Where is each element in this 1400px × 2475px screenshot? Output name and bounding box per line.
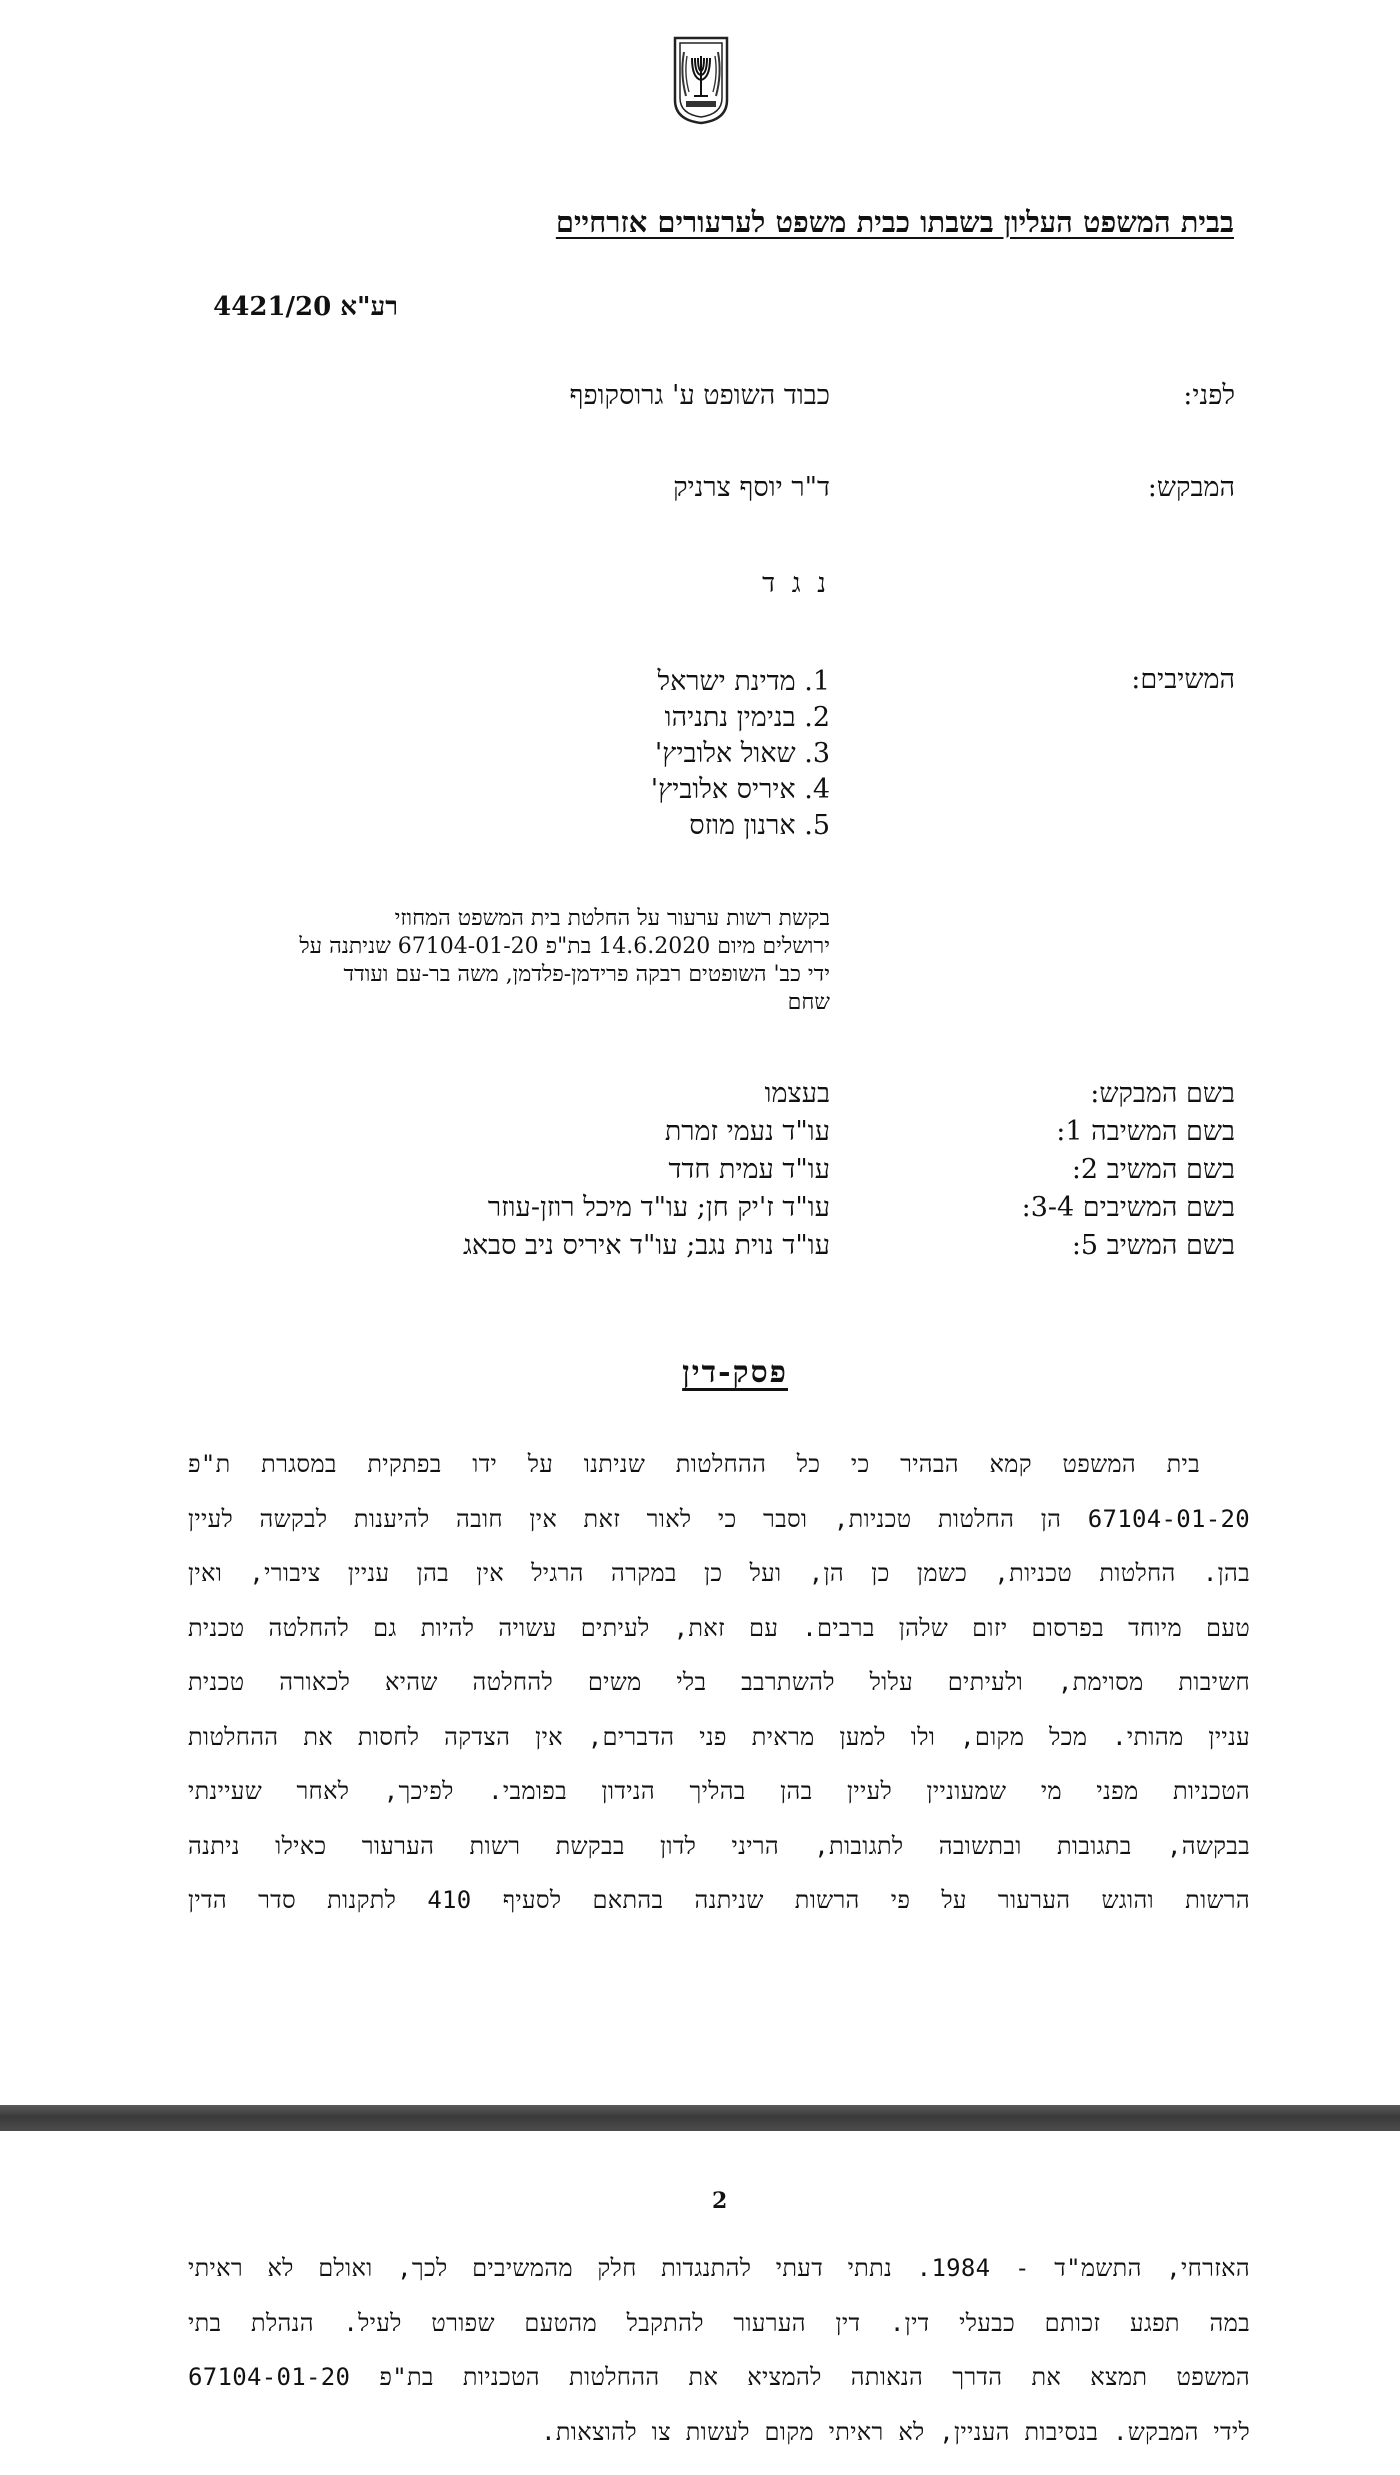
motion-description [210, 905, 830, 1017]
ruling-title: פסק-דין [682, 1355, 788, 1390]
body-line: הטכניות מפני מי שמעוניין לעיין בהן בהליך הנידון בפומבי. לפיכך, לאחר שעיינתי [188, 1777, 1250, 1805]
respondent-item: 4. איריס אלוביץ' [650, 774, 830, 805]
representation-value: עו"ד עמית חדד [668, 1154, 830, 1185]
court-title: בבית המשפט העליון בשבתו כבית משפט לערעורים אזרחיים [555, 205, 1234, 239]
motion-line: שחם [787, 990, 830, 1015]
motion-line: ידי כב' השופטים רבקה פרידמן-פלדמן, משה בר-עם ועודד [343, 962, 830, 987]
body-line: בהן. החלטות טכניות, כשמן כן הן, ועל כן במקרה הרגיל אין בהן עניין ציבורי, ואין [188, 1559, 1250, 1587]
body-line: האזרחי, התשמ"ד - 1984. נתתי דעתי להתנגדות חלק מהמשיבים לכך, ואולם לא ראיתי [188, 2254, 1250, 2282]
representation-value: בעצמו [764, 1078, 830, 1109]
page-separator [0, 2105, 1400, 2131]
state-emblem-icon [672, 34, 730, 126]
motion-line: בקשת רשות ערעור על החלטת בית המשפט המחוזי [394, 906, 830, 931]
body-line: בית המשפט קמא הבהיר כי כל ההחלטות שניתנו על ידו בפתקית במסגרת ת"פ [188, 1450, 1200, 1478]
body-line: חשיבות מסוימת, ולעיתים עלול להשתרבב בלי משים להחלטה שהיא לכאורה טכנית [188, 1668, 1250, 1696]
representation-label: בשם המשיב 5: [1071, 1230, 1235, 1261]
respondent-item: 2. בנימין נתניהו [664, 702, 830, 733]
ruling-body-page-1 [188, 1437, 1250, 1928]
respondent-item: 5. ארנון מוזס [689, 810, 830, 841]
representation-label: בשם המשיבה 1: [1056, 1116, 1235, 1147]
judge-name: כבוד השופט ע' גרוסקופף [569, 380, 830, 411]
body-line: המשפט תמצא את הדרך הנאותה להמציא את ההחלטות הטכניות בת"פ 67104-01-20 [188, 2363, 1250, 2391]
body-line: לידי המבקש. בנסיבות העניין, לא ראיתי מקום לעשות צו להוצאות. [541, 2417, 1250, 2446]
respondent-item: 1. מדינת ישראל [657, 666, 830, 697]
respondents-label: המשיבים: [1131, 664, 1235, 695]
representation-label: בשם המשיב 2: [1071, 1154, 1235, 1185]
representation-value: עו"ד ז'יק חן; עו"ד מיכל רוזן-עוזר [487, 1192, 830, 1223]
respondent-item: 3. שאול אלוביץ' [654, 738, 830, 769]
body-line: בבקשה, בתגובות ובתשובה לתגובות, הריני לדון בבקשת רשות הערעור כאילו ניתנה [188, 1831, 1250, 1860]
body-line: הרשות והוגש הערעור על פי הרשות שניתנה בהתאם לסעיף 410 לתקנות סדר הדין [188, 1886, 1250, 1914]
body-line: עניין מהותי. מכל מקום, ולו למען מראית פני הדברים, אין הצדקה לחסות את ההחלטות [188, 1722, 1250, 1751]
representation-value: עו"ד נעמי זמרת [664, 1116, 830, 1147]
page-number: 2 [712, 2188, 728, 2214]
body-line: במה תפגע זכותם כבעלי דין. דין הערעור להתקבל מהטעם שפורט לעיל. הנהלת בתי [188, 2308, 1250, 2337]
before-label: לפני: [1183, 380, 1235, 411]
body-line: 67104-01-20 הן החלטות טכניות, וסבר כי לאור זאת אין חובה להיענות לבקשה לעיין [188, 1504, 1250, 1533]
ruling-body-page-2 [188, 2241, 1250, 2459]
representation-label: בשם המבקש: [1090, 1078, 1235, 1109]
representation-label: בשם המשיבים 3-4: [1021, 1192, 1235, 1223]
body-line: טעם מיוחד בפרסום יזום שלהן ברבים. עם זאת, לעיתים עשויה להיות גם להחלטה טכנית [188, 1613, 1250, 1642]
case-number: רע"א 4421/20 [213, 292, 398, 322]
versus-text: נ ג ד [762, 568, 830, 599]
document-page-2 [0, 2131, 1400, 2475]
applicant-label: המבקש: [1147, 472, 1235, 503]
applicant-name: ד"ר יוסף צרניק [673, 472, 830, 503]
representation-value: עו"ד נוית נגב; עו"ד איריס ניב סבאג [462, 1230, 830, 1261]
respondents-list [651, 664, 830, 844]
motion-line: ירושלים מיום 14.6.2020 בת"פ 67104-01-20 שניתנה על [299, 934, 830, 959]
